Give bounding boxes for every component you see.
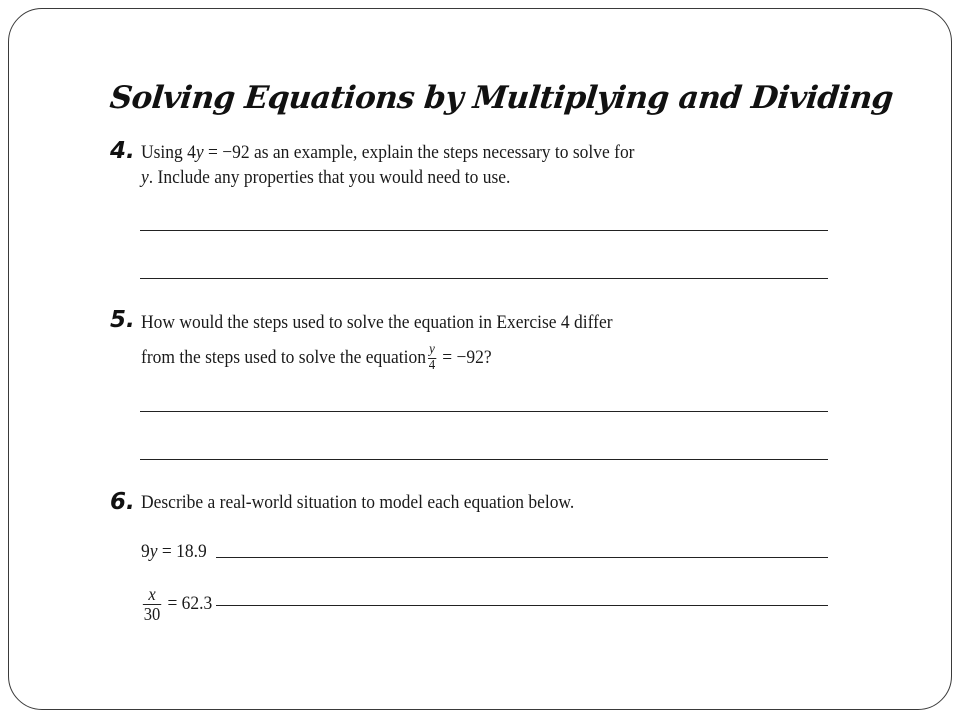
q4-variable-y-2: y (141, 167, 149, 188)
q4-variable-y: y (195, 142, 204, 163)
q4-text-a: Using 4 (141, 142, 196, 163)
question-4-line-2 (141, 168, 510, 187)
q5-text-a: from the steps used to solve the equation (141, 347, 426, 368)
question-5-line-2 (141, 337, 492, 379)
question-4-number: 4. (110, 138, 135, 164)
worksheet-title: Solving Equations by Multiplying and Dividing (108, 80, 895, 116)
answer-line-6a (216, 557, 828, 558)
eq2-fraction (143, 585, 161, 624)
eq1-coefficient: 9 (141, 541, 150, 562)
q5-text-b: = −92? (437, 347, 492, 368)
equation-1 (141, 542, 207, 561)
answer-line-4a (140, 230, 828, 231)
answer-line-4b (140, 278, 828, 279)
q5-fraction (428, 343, 436, 373)
eq1-variable: y (149, 541, 158, 562)
eq2-fraction-denominator: 30 (143, 604, 161, 625)
q4-text-c: . Include any properties that you would need to use. (148, 167, 511, 188)
eq2-rhs: = 62.3 (163, 593, 213, 614)
answer-line-6b (216, 605, 828, 606)
question-5-number: 5. (110, 307, 135, 333)
eq1-rhs: = 18.9 (157, 541, 207, 562)
question-5-line-1: How would the steps used to solve the equation in Exercise 4 differ (141, 312, 613, 333)
q5-fraction-denominator: 4 (428, 358, 436, 374)
answer-line-5b (140, 459, 828, 460)
q5-fraction-numerator: y (429, 342, 435, 358)
eq2-fraction-numerator: x (148, 584, 156, 605)
equation-2 (141, 582, 212, 626)
question-6-number: 6. (110, 489, 135, 515)
answer-line-5a (140, 411, 828, 412)
question-4-line-1 (141, 143, 635, 162)
question-6-line-1: Describe a real-world situation to model each equation below. (141, 492, 575, 513)
q4-text-b: = −92 as an example, explain the steps necessary to solve for (203, 142, 635, 163)
